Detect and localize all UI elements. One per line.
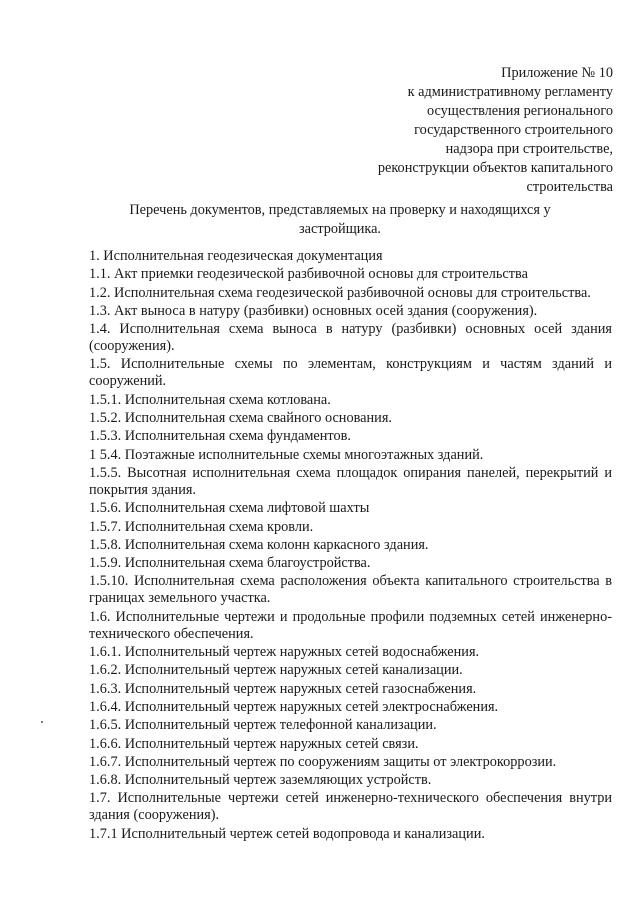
appendix-line: строительства — [526, 179, 613, 195]
list-item: 1.1. Акт приемки геодезической разбивочной основы для строительства — [89, 266, 528, 283]
list-item: 1.5.7. Исполнительная схема кровли. — [89, 518, 314, 535]
list-item: 1.6.2. Исполнительный чертеж наружных сетей канализации. — [89, 662, 463, 679]
list-item: 1.5.1. Исполнительная схема котлована. — [89, 391, 331, 408]
list-item: 1.5.2. Исполнительная схема свайного основания. — [89, 410, 392, 427]
list-item: 1.6.4. Исполнительный чертеж наружных сетей электроснабжения. — [89, 698, 499, 715]
list-item: 1.2. Исполнительная схема геодезической разбивочной основы для строительства. — [89, 284, 591, 301]
list-item: 1.5.9. Исполнительная схема благоустройства. — [89, 555, 371, 572]
list-item: 1.5.3. Исполнительная схема фундаментов. — [89, 428, 351, 445]
document-title — [95, 201, 585, 239]
appendix-line: государственного строительного — [414, 122, 613, 138]
list-item: 1. Исполнительная геодезическая документация — [89, 248, 383, 264]
appendix-header — [313, 64, 613, 197]
appendix-line: надзора при строительстве, — [445, 141, 613, 157]
list-item: 1.5.5. Высотная исполнительная схема площадок опирания панелей, перекрытий и покрытия здания. — [89, 464, 612, 498]
appendix-line: осуществления регионального — [427, 103, 613, 119]
list-item: 1 5.4. Поэтажные исполнительные схемы многоэтажных зданий. — [89, 446, 484, 463]
document-title-line: застройщика. — [298, 221, 382, 237]
list-item: 1.4. Исполнительная схема выноса в натуру (разбивки) основных осей здания (сооружения). — [89, 321, 612, 355]
documents-list — [89, 248, 612, 844]
list-item: 1.5.8. Исполнительная схема колонн каркасного здания. — [89, 536, 429, 553]
list-item: 1.3. Акт выноса в натуру (разбивки) основных осей здания (сооружения). — [89, 302, 538, 319]
list-item: 1.6.5. Исполнительный чертеж телефонной канализации. — [89, 717, 437, 734]
appendix-line: реконструкции объектов капитального — [377, 160, 613, 176]
appendix-line: к административному регламенту — [407, 84, 613, 100]
list-item: 1.5.10. Исполнительная схема расположения объекта капитального строительства в границах земельного участка. — [89, 573, 612, 607]
list-item: 1.6.7. Исполнительный чертеж по сооружениям защиты от электрокоррозии. — [89, 753, 557, 770]
list-item: 1.5.6. Исполнительная схема лифтовой шахты — [89, 500, 370, 517]
document-title-line: Перечень документов, представляемых на проверку и находящихся у — [129, 202, 551, 218]
appendix-number: Приложение № 10 — [501, 65, 613, 81]
list-item: 1.5. Исполнительные схемы по элементам, конструкциям и частям зданий и сооружений. — [89, 356, 612, 390]
list-item: 1.7.1 Исполнительный чертеж сетей водопровода и канализации. — [89, 825, 485, 842]
list-item: 1.6. Исполнительные чертежи и продольные профили подземных сетей инженерно-технического обеспечения. — [89, 608, 612, 642]
list-item: 1.6.3. Исполнительный чертеж наружных сетей газоснабжения. — [89, 680, 477, 697]
list-item: 1.6.1. Исполнительный чертеж наружных сетей водоснабжения. — [89, 644, 480, 661]
scan-speck — [41, 721, 43, 723]
list-item: 1.6.6. Исполнительный чертеж наружных сетей связи. — [89, 735, 419, 752]
list-item: 1.6.8. Исполнительный чертеж заземляющих устройств. — [89, 772, 432, 789]
list-item: 1.7. Исполнительные чертежи сетей инженерно-технического обеспечения внутри здания (сооружения). — [89, 790, 612, 824]
